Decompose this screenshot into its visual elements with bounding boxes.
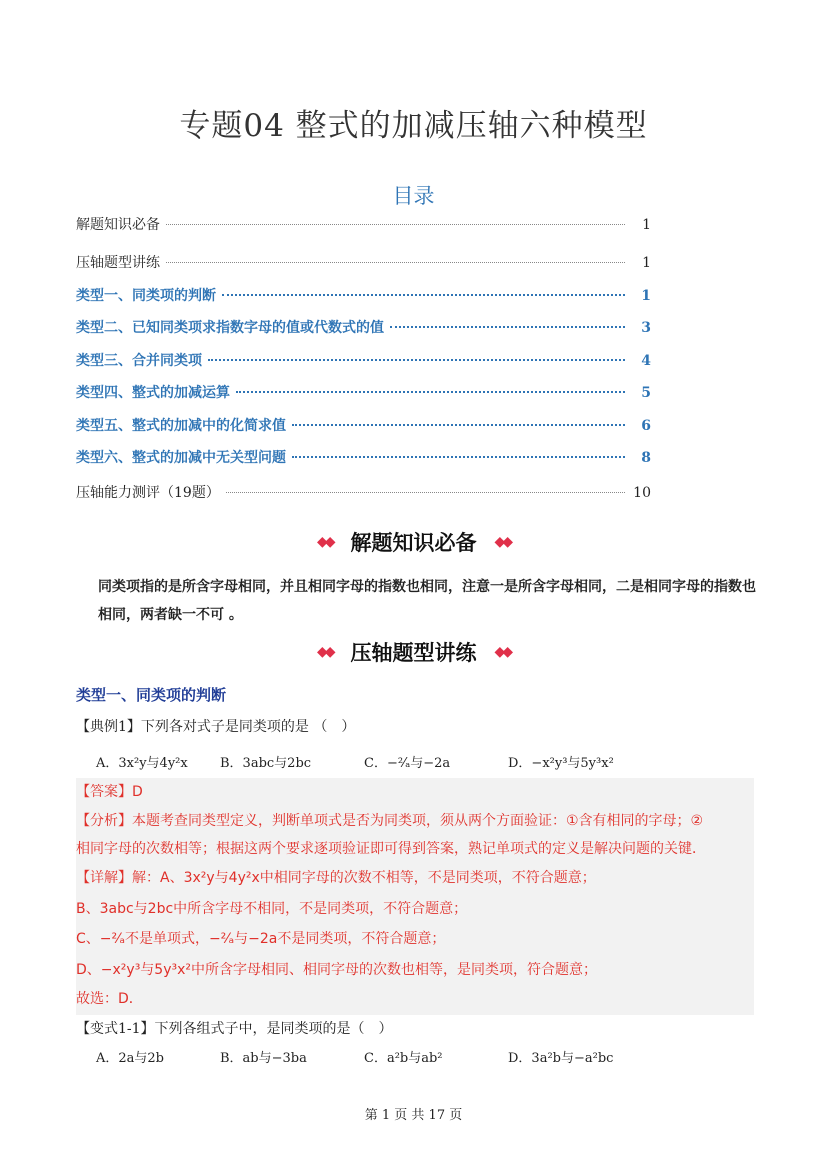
toc-entry[interactable]: 类型四、整式的加减运算 5 (76, 385, 651, 401)
option-b[interactable]: B．3abc与2bc (220, 756, 312, 771)
option-c[interactable]: C．a²b与ab² (364, 1051, 443, 1066)
analysis-line: 【分析】本题考查同类型定义，判断单项式是否为同类项，须从两个方面验证：①含有相同的字母；② (76, 813, 704, 829)
toc-entry[interactable]: 类型五、整式的加减中的化简求值 6 (76, 418, 651, 434)
toc-entry[interactable]: 压轴题型讲练 1 (76, 255, 651, 271)
detail-line: D、−x²y³与5y³x²中所含字母相同、相同字母的次数也相等，是同类项，符合题意； (76, 962, 598, 978)
knowledge-text: 同类项指的是所含字母相同，并且相同字母的指数也相同，注意一是所含字母相同，二是相同字母的指数也 相同，两者缺一不可 。 (98, 579, 756, 623)
page-title: 专题04 整式的加减压轴六种模型 (179, 108, 648, 144)
toc-heading: 目录 (392, 184, 435, 208)
analysis-line: 相同字母的次数相等；根据这两个要求逐项验证即可得到答案，熟记单项式的定义是解决问题的关键． (76, 841, 706, 857)
detail-line: B、3abc与2bc中所含字母不相同，不是同类项，不符合题意； (76, 901, 468, 917)
answer: 【答案】D (76, 784, 143, 800)
toc-entry[interactable]: 解题知识必备 1 (76, 217, 651, 233)
diamond-icon: ◆◆ (494, 644, 511, 660)
section-banner-practice: ◆◆ 压轴题型讲练 ◆◆ (0, 637, 827, 667)
toc-entry[interactable]: 类型二、已知同类项求指数字母的值或代数式的值 3 (76, 320, 651, 336)
option-c[interactable]: C．−²⁄ₐ与−2a (364, 756, 451, 771)
option-b[interactable]: B．ab与−3ba (220, 1051, 307, 1066)
page-footer: 第 1 页 共 17 页 (364, 1108, 463, 1123)
option-d[interactable]: D．3a²b与−a²bc (508, 1051, 614, 1066)
option-d[interactable]: D．−x²y³与5y³x² (508, 756, 614, 771)
option-a[interactable]: A．2a与2b (96, 1051, 165, 1066)
toc-entry[interactable]: 压轴能力测评（19题） 10 (76, 485, 651, 501)
example-question: 【典例1】下列各对式子是同类项的是 （ ） (76, 719, 356, 735)
toc-entry[interactable]: 类型三、合并同类项 4 (76, 353, 651, 369)
conclusion-line: 故选：D． (76, 991, 143, 1007)
diamond-icon: ◆◆ (316, 534, 333, 550)
section-banner-knowledge: ◆◆ 解题知识必备 ◆◆ (0, 527, 827, 557)
type-heading: 类型一、同类项的判断 (76, 686, 227, 704)
diamond-icon: ◆◆ (316, 644, 333, 660)
option-a[interactable]: A．3x²y与4y²x (96, 756, 188, 771)
toc-entry[interactable]: 类型六、整式的加减中无关型问题 8 (76, 450, 651, 466)
diamond-icon: ◆◆ (494, 534, 511, 550)
variant-question: 【变式1-1】下列各组式子中，是同类项的是（ ） (76, 1021, 393, 1037)
toc-entry[interactable]: 类型一、同类项的判断 1 (76, 288, 651, 304)
detail-line: C、−²⁄ₐ不是单项式，−²⁄ₐ与−2a不是同类项，不符合题意； (76, 931, 446, 947)
detail-line: 【详解】解：A、3x²y与4y²x中相同字母的次数不相等，不是同类项，不符合题意； (76, 870, 596, 886)
